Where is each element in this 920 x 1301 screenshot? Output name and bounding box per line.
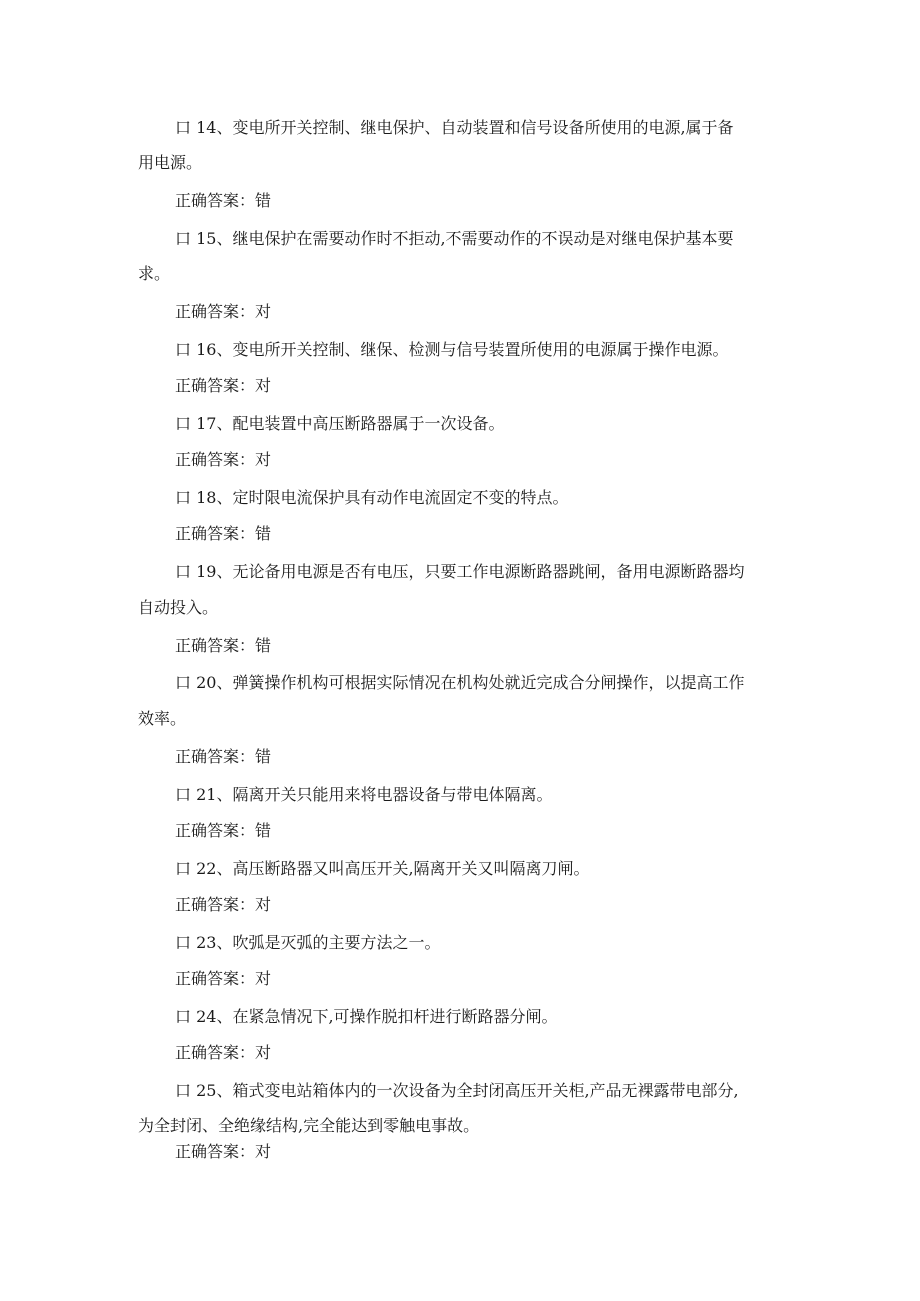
answer-14: 正确答案：错 xyxy=(175,191,272,210)
question-24-line-1: 口 24、在紧急情况下,可操作脱扣杆进行断路器分闸。 xyxy=(175,1007,558,1026)
question-21-line-1: 口 21、隔离开关只能用来将电器设备与带电体隔离。 xyxy=(175,785,553,804)
question-14-line-2: 用电源。 xyxy=(138,153,203,172)
answer-21: 正确答案：错 xyxy=(175,821,272,840)
question-15-line-2: 求。 xyxy=(138,264,171,283)
question-22-line-1: 口 22、高压断路器又叫高压开关,隔离开关又叫隔离刀闸。 xyxy=(175,859,590,878)
answer-23: 正确答案：对 xyxy=(175,969,272,988)
question-15-line-1: 口 15、继电保护在需要动作时不拒动,不需要动作的不误动是对继电保护基本要 xyxy=(175,229,734,248)
question-20-line-2: 效率。 xyxy=(138,709,187,728)
answer-18: 正确答案：错 xyxy=(175,524,272,543)
answer-17: 正确答案：对 xyxy=(175,450,272,469)
question-19-line-1: 口 19、无论备用电源是否有电压，只要工作电源断路器跳闸，备用电源断路器均 xyxy=(175,562,745,581)
question-25-line-1: 口 25、箱式变电站箱体内的一次设备为全封闭高压开关柜,产品无裸露带电部分, xyxy=(175,1081,739,1100)
answer-15: 正确答案：对 xyxy=(175,302,272,321)
answer-25: 正确答案：对 xyxy=(175,1142,272,1161)
question-16-line-1: 口 16、变电所开关控制、继保、检测与信号装置所使用的电源属于操作电源。 xyxy=(175,340,729,359)
question-18-line-1: 口 18、定时限电流保护具有动作电流固定不变的特点。 xyxy=(175,488,569,507)
answer-22: 正确答案：对 xyxy=(175,895,272,914)
question-14-line-1: 口 14、变电所开关控制、继电保护、自动装置和信号设备所使用的电源,属于备 xyxy=(175,118,734,137)
question-20-line-1: 口 20、弹簧操作机构可根据实际情况在机构处就近完成合分闸操作，以提高工作 xyxy=(175,673,745,692)
answer-16: 正确答案：对 xyxy=(175,376,272,395)
question-19-line-2: 自动投入。 xyxy=(138,598,219,617)
question-25-line-2: 为全封闭、全绝缘结构,完全能达到零触电事故。 xyxy=(138,1116,480,1135)
answer-20: 正确答案：错 xyxy=(175,747,272,766)
question-17-line-1: 口 17、配电装置中高压断路器属于一次设备。 xyxy=(175,414,505,433)
question-23-line-1: 口 23、吹弧是灭弧的主要方法之一。 xyxy=(175,933,441,952)
answer-24: 正确答案：对 xyxy=(175,1043,272,1062)
answer-19: 正确答案：错 xyxy=(175,636,272,655)
